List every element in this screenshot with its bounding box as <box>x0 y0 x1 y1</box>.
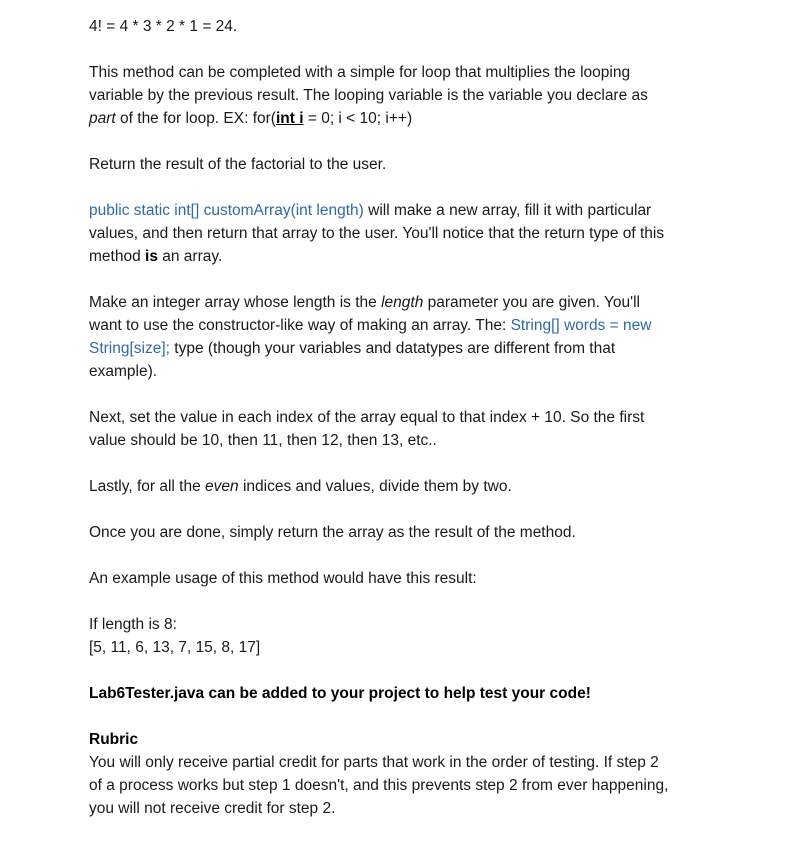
custom-array-paragraph <box>89 199 729 268</box>
return-paragraph: Return the result of the factorial to the user. <box>89 156 387 173</box>
once-paragraph: Once you are done, simply return the array as the result of the method. <box>89 524 576 541</box>
rubric-line-1: You will only receive partial credit for parts that work in the order of testing. If step 2 <box>89 754 659 771</box>
custom-array-line-3 <box>89 245 729 268</box>
custom-array-line-3-end: an array. <box>157 248 223 265</box>
example-input: If length is 8: <box>89 616 177 633</box>
method-signature: public static int[] customArray(int length) <box>89 202 364 219</box>
length-emphasis: length <box>381 294 424 311</box>
make-array-line-1-end: parameter you are given. You'll <box>423 294 640 311</box>
rubric-section <box>89 728 729 820</box>
loop-line-3 <box>89 107 729 130</box>
rubric-line-3: you will not receive credit for step 2. <box>89 800 336 817</box>
rubric-heading: Rubric <box>89 731 139 748</box>
loop-line-1: This method can be completed with a simple for loop that multiplies the looping <box>89 64 631 81</box>
even-emphasis: even <box>205 478 239 495</box>
loop-line-2: variable by the previous result. The looping variable is the variable you declare as <box>89 87 648 104</box>
custom-array-line-3-start: method <box>89 248 146 265</box>
custom-array-line-1 <box>89 199 729 222</box>
next-paragraph <box>89 406 729 452</box>
document-body <box>89 15 729 820</box>
example-output: [5, 11, 6, 13, 7, 15, 8, 17] <box>89 639 261 656</box>
make-array-line-3-end: type (though your variables and datatypes are different from that <box>169 340 616 357</box>
make-array-line-4: example). <box>89 363 158 380</box>
lastly-paragraph <box>89 475 729 498</box>
make-array-line-2-start: want to use the constructor-like way of making an array. The: <box>89 317 511 334</box>
tester-note: Lab6Tester.java can be added to your project to help test your code! <box>89 685 591 702</box>
make-array-line-2 <box>89 314 729 337</box>
next-line-1: Next, set the value in each index of the array equal to that index + 10. So the first <box>89 409 645 426</box>
make-array-line-1 <box>89 291 729 314</box>
make-array-line-3 <box>89 337 729 360</box>
example-paragraph: An example usage of this method would have this result: <box>89 570 477 587</box>
string-array-code-2: String[size]; <box>89 340 170 357</box>
custom-array-line-1-rest: will make a new array, fill it with particular <box>363 202 652 219</box>
loop-line-3-end: = 0; i < 10; i++) <box>303 110 413 127</box>
part-emphasis: part <box>89 110 116 127</box>
lastly-start: Lastly, for all the <box>89 478 206 495</box>
lastly-end: indices and values, divide them by two. <box>238 478 512 495</box>
is-emphasis: is <box>145 248 158 265</box>
next-line-2: value should be 10, then 11, then 12, then 13, etc.. <box>89 432 437 449</box>
make-array-line-1-start: Make an integer array whose length is the <box>89 294 382 311</box>
int-i-code: int i <box>275 110 304 127</box>
string-array-code-1: String[] words = new <box>510 317 652 334</box>
custom-array-line-2: values, and then return that array to the user. You'll notice that the return type of this <box>89 225 665 242</box>
factorial-example: 4! = 4 * 3 * 2 * 1 = 24. <box>89 18 238 35</box>
make-array-paragraph <box>89 291 729 383</box>
loop-line-3-mid: of the for loop. EX: for( <box>115 110 276 127</box>
rubric-line-2: of a process works but step 1 doesn't, and this prevents step 2 from ever happening, <box>89 777 669 794</box>
loop-paragraph <box>89 61 729 130</box>
